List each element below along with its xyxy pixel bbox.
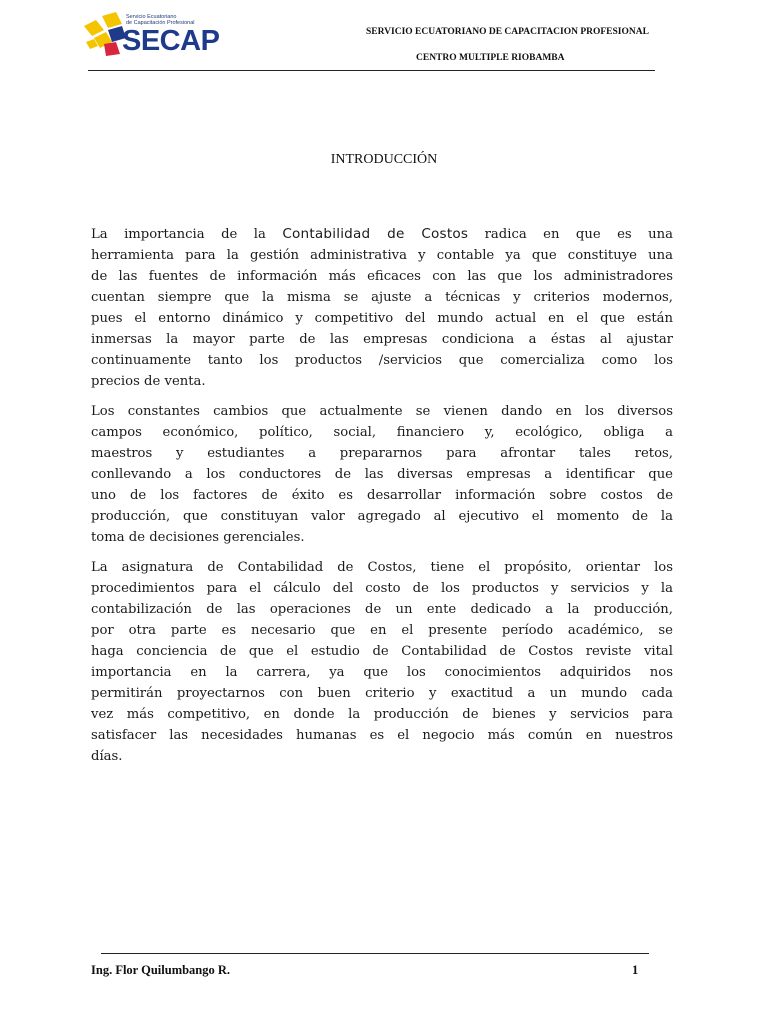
paragraph-2	[91, 401, 673, 548]
footer-author: Ing. Flor Quilumbango R.	[91, 963, 231, 977]
text-line: vez más competitivo, en donde la producción de bienes y servicios para	[91, 707, 673, 722]
document-body	[91, 224, 673, 767]
page-title: INTRODUCCIÓN	[330, 152, 438, 167]
page-number: 1	[632, 963, 639, 977]
logo-tagline: Servicio Ecuatoriano de Capacitación Profesional	[126, 14, 195, 26]
text-line: toma de decisiones gerenciales.	[91, 530, 305, 545]
footer-divider	[101, 953, 649, 954]
text-line: conllevando a los conductores de las diversas empresas a identificar que	[91, 467, 673, 482]
text-line: satisfacer las necesidades humanas es el negocio más común en nuestros	[91, 728, 673, 743]
text-line: Los constantes cambios que actualmente se vienen dando en los diversos	[91, 404, 673, 419]
logo-wordmark: SECAP	[122, 25, 220, 57]
institution-name: SERVICIO ECUATORIANO DE CAPACITACION PROFESIONAL	[366, 27, 649, 37]
paragraph-1	[91, 224, 673, 392]
text-line: de las fuentes de información más eficaces con las que los administradores	[91, 269, 673, 284]
text-line: contabilización de las operaciones de un ente dedicado a la producción,	[91, 602, 673, 617]
text-line: La asignatura de Contabilidad de Costos, tiene el propósito, orientar los	[91, 560, 673, 575]
text-line: maestros y estudiantes a prepararnos para afrontar tales retos,	[91, 446, 673, 461]
text-line: importancia en la carrera, ya que los conocimientos adquiridos nos	[91, 665, 673, 680]
paragraph-3	[91, 557, 673, 767]
text-line: La importancia de la Contabilidad de Costos radica en que es una	[91, 226, 673, 242]
highlighted-term: Contabilidad de Costos	[282, 226, 469, 242]
text-line: continuamente tanto los productos /servicios que comercializa como los	[91, 353, 673, 368]
text-line: uno de los factores de éxito es desarrollar información sobre costos de	[91, 488, 673, 503]
text-line: campos económico, político, social, financiero y, ecológico, obliga a	[91, 425, 673, 440]
page-header	[0, 0, 768, 80]
text-line: herramienta para la gestión administrativa y contable ya que constituye una	[91, 248, 673, 263]
header-divider	[88, 70, 655, 71]
text-line: permitirán proyectarnos con buen criterio y exactitud a un mundo cada	[91, 686, 673, 701]
text-line: producción, que constituyan valor agregado al ejecutivo el momento de la	[91, 509, 673, 524]
center-name: CENTRO MULTIPLE RIOBAMBA	[416, 53, 565, 63]
text-line: pues el entorno dinámico y competitivo del mundo actual en el que están	[91, 311, 673, 326]
text-line: cuentan siempre que la misma se ajuste a técnicas y criterios modernos,	[91, 290, 673, 305]
text-line: por otra parte es necesario que en el presente período académico, se	[91, 623, 673, 638]
text-line: haga conciencia de que el estudio de Contabilidad de Costos reviste vital	[91, 644, 673, 659]
secap-logo	[82, 12, 232, 62]
text-line: precios de venta.	[91, 374, 206, 389]
text-line: procedimientos para el cálculo del costo de los productos y servicios y la	[91, 581, 673, 596]
text-line: inmersas la mayor parte de las empresas condiciona a éstas al ajustar	[91, 332, 673, 347]
text-line: días.	[91, 749, 123, 764]
